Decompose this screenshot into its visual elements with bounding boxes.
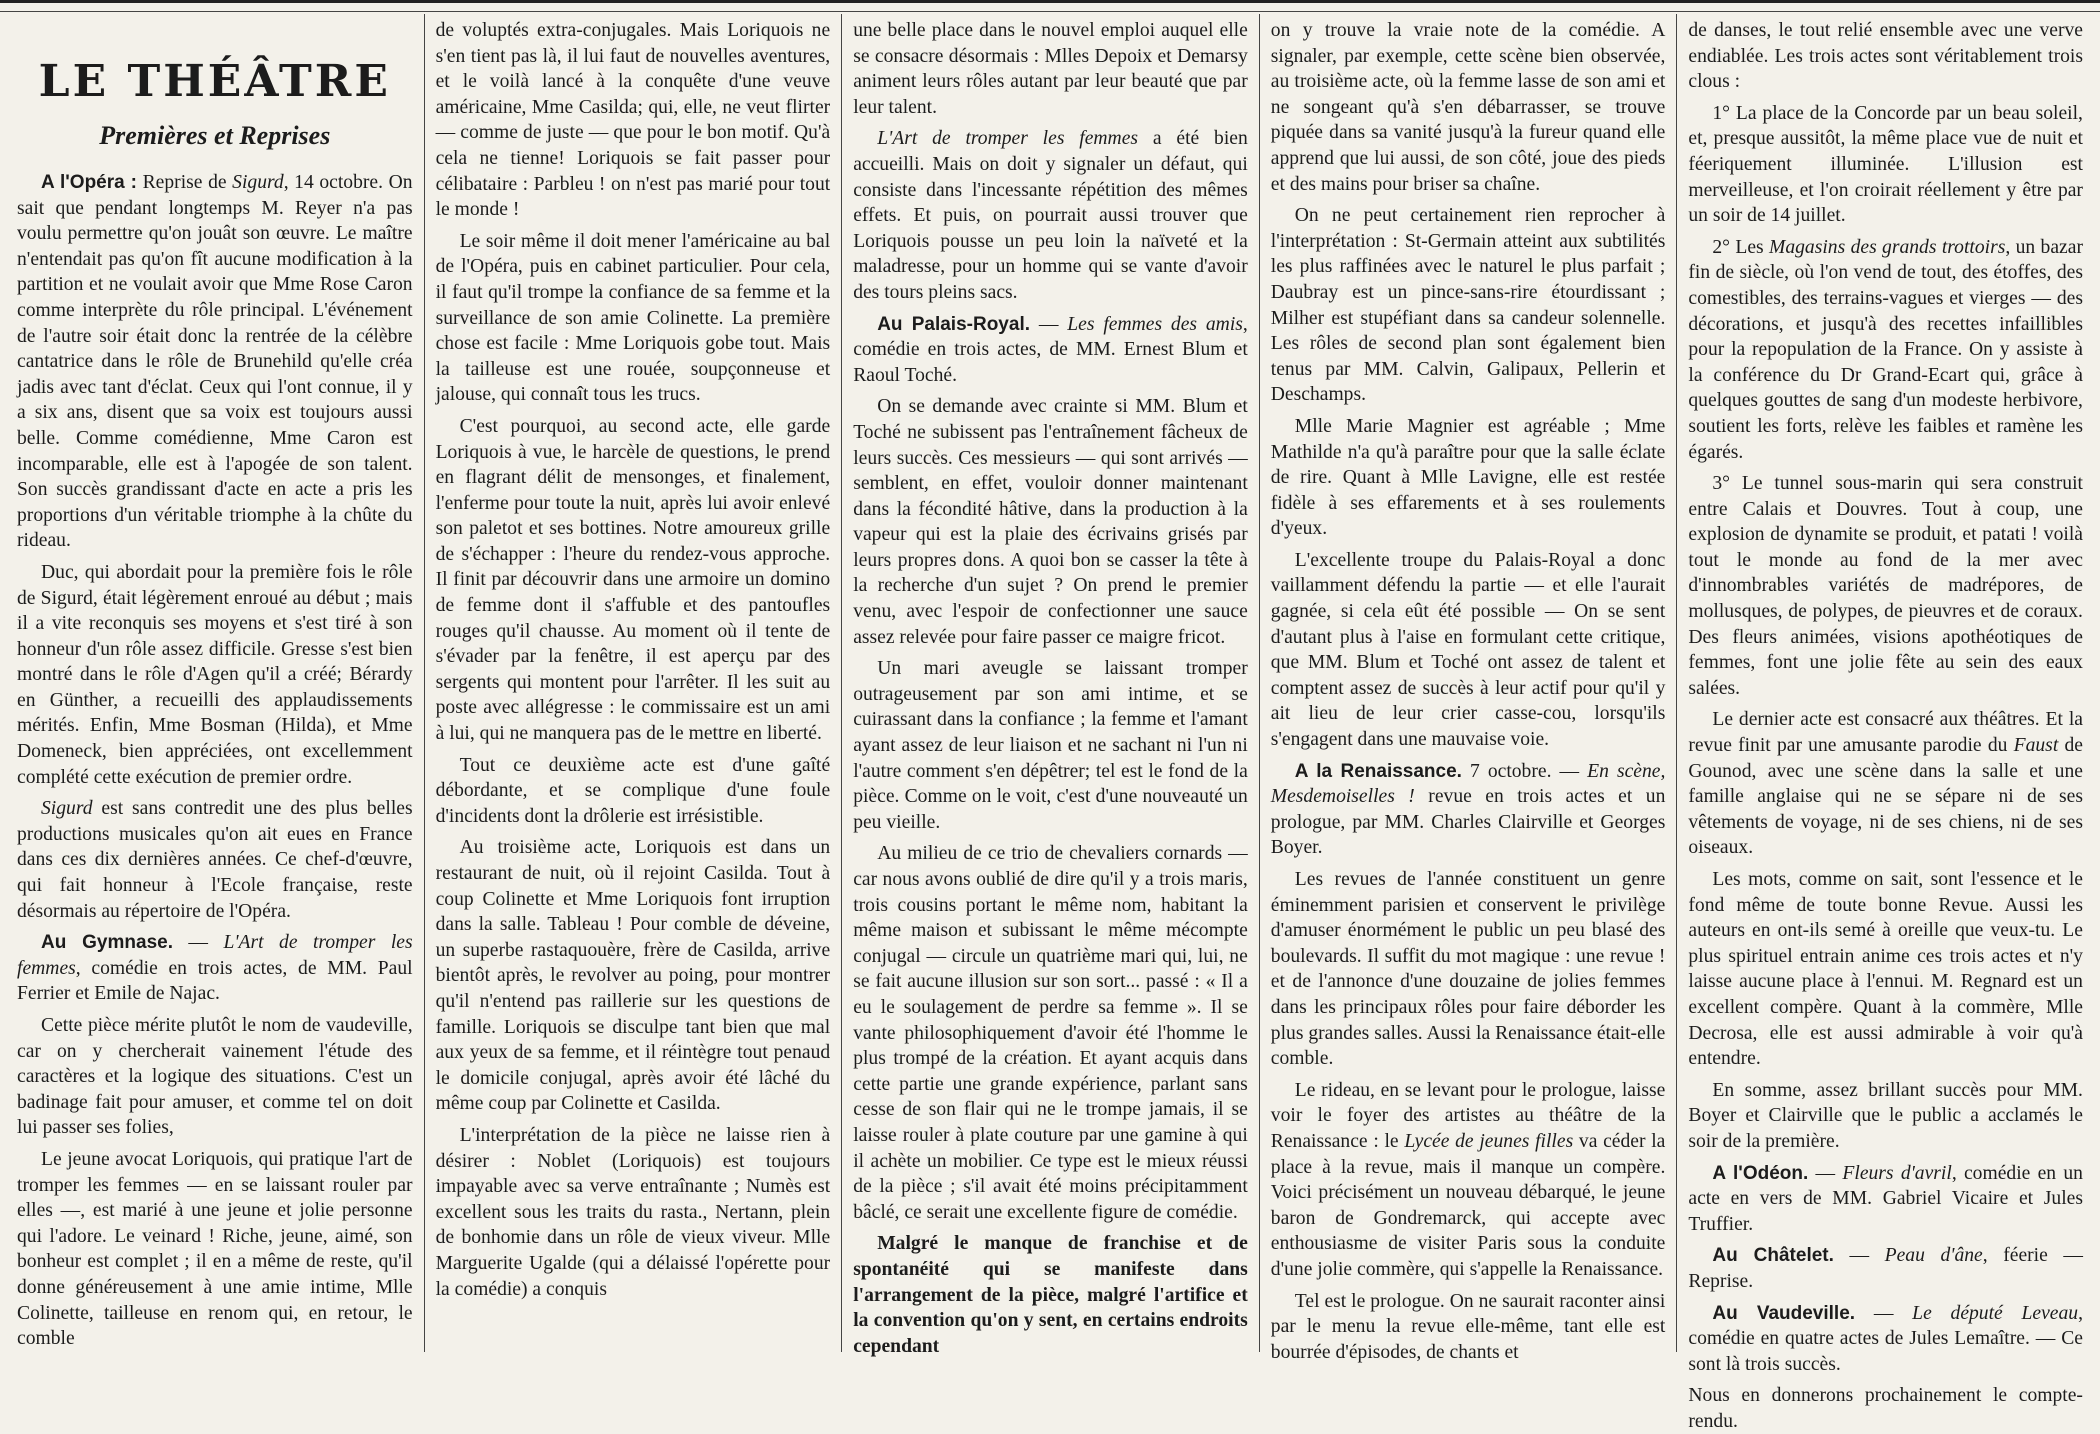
paragraph: Au milieu de ce trio de chevaliers cornards — car nous avons oublié de dire qu'il y a trois maris, trois cousins portant le même nom, habitant la même maison et subissant le même mécompte conjugal — circule un quatrième mari qui, lui, ne se fait aucune illusion sur son sort... passé : « Il a eu le soulagement de perdre sa femme ». Il se vante philosophiquement d'avoir été l'homme le plus trompé de la création. Et ayant acquis dans cette partie une grande expérience, parlant sans cesse de son flair qui ne le trompe jamais, il se laisse rouler à plate couture par une gamine à qui il achète un mobilier. Ce type est le mieux réussi de la pièce ; s'il avait été moins précipitamment bâclé, ce serait une excellente figure de comédie. <box>853 843 1248 1223</box>
paragraph: L'excellente troupe du Palais-Royal a donc vaillamment défendu la partie — et elle l'aurait gagnée, si cela eût été possible — On se sent d'autant plus à l'aise en formulant cette critique, que MM. Blum et Toché ont assez de talent et comptent assez de succès à leur actif pour qu'il y ait lieu de leur crier casse-cou, lorsqu'ils s'engagent dans une mauvaise voie. <box>1270 549 1666 751</box>
paragraph: une belle place dans le nouvel emploi auquel elle se consacre désormais : Mlles Depoix et Demarsy animent leurs rôles autant par leur beauté que par leur talent. <box>853 20 1248 118</box>
page-subtitle: Premières et Reprises <box>99 121 331 150</box>
paragraph: 2° Les Magasins des grands trottoirs, un bazar fin de siècle, où l'on vend de tout, des étoffes, des comestibles, des terrains-vagues et vierges — des décorations, et jusqu'à des recettes infaillibles pour la repopulation de la France. On y assiste à la conférence du Dr Grand-Ecart qui, grâce à quelques gouttes de sang d'un modeste herbivore, soutient les forts, relève les faibles et ramène les égarés. <box>1688 236 2083 463</box>
venue-heading: A l'Opéra : <box>41 172 138 193</box>
paragraph: Tout ce deuxième acte est d'une gaîté débordante, et se complique d'une foule d'incidents dont la drôlerie est irrésistible. <box>435 754 831 827</box>
venue-heading: Au Gymnase. <box>41 932 173 954</box>
paragraph: de danses, le tout relié ensemble avec une verve endiablée. Les trois actes sont véritablement trois clous : <box>1688 20 2083 93</box>
paragraph: En somme, assez brillant succès pour MM. Boyer et Clairville que le public a acclamés le soir de la première. <box>1688 1079 2083 1152</box>
work-title: Sigurd <box>232 172 284 193</box>
paragraph: On ne peut certainement rien reprocher à l'interprétation : St-Germain atteint aux subtilités les plus raffinées avec le naturel le plus parfait ; Daubray est un pince-sans-rire étourdissant ; Milher est stupéfiant dans sa candeur solennelle. Les rôles de second plan sont également bien tenus par MM. Calvin, Galipaux, Pellerin et Deschamps. <box>1270 205 1666 406</box>
paragraph: Au Gymnase. — L'Art de tromper les femmes, comédie en trois actes, de MM. Paul Ferrier et Emile de Najac. <box>17 932 413 1005</box>
paragraph: Mlle Marie Magnier est agréable ; Mme Mathilde n'a qu'à paraître pour que la salle éclate de rire. Quant à Mlle Lavigne, elle est restée fidèle à ses effarements et à ses roulements d'yeux. <box>1270 415 1666 540</box>
work-title: En scène, Mesdemoiselles ! <box>1270 760 1666 808</box>
paragraph: on y trouve la vraie note de la comédie. A signaler, par exemple, cette scène bien observée, au troisième acte, où la femme lasse de son ami et ne songeant qu'à s'en débarrasser, se trouve piquée dans sa vanité jusqu'à la fureur quand elle apprend que lui aussi, de son côté, joue des pieds et des mains pour briser sa chaîne. <box>1270 20 1666 195</box>
venue-heading: A l'Odéon. <box>1712 1162 1809 1184</box>
paragraph: 1° La place de la Concorde par un beau soleil, et, presque aussitôt, la même place vue de nuit et féeriquement illuminée. L'illusion est merveilleuse, et l'on croirait réellement y être par un soir de 14 juillet. <box>1688 102 2083 227</box>
work-title: L'Art de tromper les femmes <box>877 128 1139 150</box>
column-4 <box>1259 14 1677 1363</box>
newspaper-columns <box>6 14 2094 1432</box>
work-title: Les femmes des amis <box>1067 313 1243 335</box>
page-title: LE THÉÂTRE <box>38 56 391 107</box>
paragraph: A l'Opéra : Reprise de Sigurd, 14 octobre. On sait que pendant longtemps M. Reyer n'a pas voulu permettre qu'on jouât son œuvre. Le maître n'entendait pas qu'on fît aucune modification à la partition et ne voulait avoir que Mme Rose Caron comme interprète du rôle principal. L'événement de l'autre soir était donc la rentrée de la célèbre cantatrice dans le rôle de Brunehild qu'elle créa jadis avec tant d'éclat. Ceux qui l'ont connue, il y a six ans, disent que sa voix est toujours aussi belle. Comme comédienne, Mme Caron est incomparable, elle est à l'apogée de son talent. Son succès grandissant d'acte en acte a pris les proportions d'un véritable triomphe à la chûte du rideau. <box>17 172 413 552</box>
venue-heading: A la Renaissance. <box>1294 760 1462 782</box>
work-title: Faust <box>2013 735 2059 757</box>
paragraph: C'est pourquoi, au second acte, elle garde Loriquois à vue, le harcèle de questions, le prend en flagrant délit de mensonges, et finalement, l'enferme pour toute la nuit, après lui avoir enlevé son paletot et ses bottines. Notre amoureux grille de s'échapper : l'heure du rendez-vous approche. Il finit par découvrir dans une armoire un domino de femme dont il s'affuble et des pantoufles rouges qu'il chausse. Au moment où il tente de s'évader par la fenêtre, il est aperçu par des sergents qui montent pour l'arrêter. Il les suit au poste avec allégresse : le commissaire est un ami à lui, qui ne manquera pas de le mettre en liberté. <box>435 415 831 745</box>
paragraph: de voluptés extra-conjugales. Mais Loriquois ne s'en tient pas là, il lui faut de nouvelles aventures, et le voilà lancé à la conquête d'une veuve américaine, Mme Casilda; qui, elle, ne veut flirter — comme de juste — que pour le bon motif. Qu'à cela ne tienne! Loriquois se fait passer pour célibataire : Parbleu ! on n'est pas marié pour tout le monde ! <box>435 20 831 221</box>
paragraph: Les revues de l'année constituent un genre éminemment parisien et conservent le privilège d'amuser énormément le public un peu blasé des boulevards. Il suffit du mot magique : une revue ! et de l'annonce d'une douzaine de jolies femmes dans les principaux rôles pour faire déborder les plus grandes salles. Aussi la Renaissance était-elle comble. <box>1270 869 1666 1070</box>
venue-heading: Au Vaudeville. <box>1712 1302 1856 1324</box>
work-title: Peau d'âne <box>1884 1245 1983 1267</box>
paragraph: L'Art de tromper les femmes a été bien accueilli. Mais on doit y signaler un défaut, qui consiste dans l'incessante répétition des mêmes effets. Et puis, on pourrait aussi trouver que Loriquois pousse un peu loin la naïveté et la maladresse, pour un homme qui se vante d'avoir des tours pleins sacs. <box>853 128 1248 303</box>
paragraph: Duc, qui abordait pour la première fois le rôle de Sigurd, était légèrement enroué au début ; mais il a vite reconquis ses moyens et s'est tiré à son honneur d'un rôle assez difficile. Gresse s'est bien montré dans le rôle d'Agen qu'il a créé; Bérardy en Günther, a recueilli des applaudissements mérités. Enfin, Mme Bosman (Hilda), et Mme Domeneck, bien appréciées, ont excellemment complété cette exécution de premier ordre. <box>17 561 413 788</box>
work-title: Magasins des grands trottoirs <box>1769 236 2006 258</box>
work-title: Fleurs d'avril <box>1842 1162 1952 1184</box>
work-title: Sigurd <box>41 798 93 820</box>
column-1 <box>6 14 424 1352</box>
paragraph: Au Palais-Royal. — Les femmes des amis, comédie en trois actes, de MM. Ernest Blum et Raoul Toché. <box>853 313 1248 386</box>
venue-heading: Au Châtelet. <box>1712 1245 1834 1267</box>
column-3 <box>841 14 1259 1357</box>
paragraph: Nous en donnerons prochainement le compte-rendu. <box>1688 1385 2083 1432</box>
paragraph: Le soir même il doit mener l'américaine au bal de l'Opéra, puis en cabinet particulier. Pour cela, il faut qu'il trompe la confiance de sa femme et la surveillance de son amie Colinette. La première chose est facile : Mme Loriquois gobe tout. Mais la tailleuse est une rouée, soupçonneuse et jalouse, qui connaît tous les trucs. <box>435 230 831 406</box>
paragraph: Au Châtelet. — Peau d'âne, féerie — Reprise. <box>1688 1245 2083 1292</box>
paragraph: Tel est le prologue. On ne saurait raconter ainsi par le menu la revue elle-même, tant elle est bourrée d'épisodes, de chants et <box>1270 1290 1666 1363</box>
paragraph: Un mari aveugle se laissant tromper outrageusement par son ami intime, et se cuirassant dans la confiance ; la femme et l'amant ayant assez de leur liaison et ne sachant ni l'un ni l'autre comment s'en dépêtrer; tel est le fond de la pièce. Comme on le voit, c'est d'une nouveauté un peu vieille. <box>853 658 1248 833</box>
paragraph: A l'Odéon. — Fleurs d'avril, comédie en un acte en vers de MM. Gabriel Vicaire et Jules Truffier. <box>1688 1162 2083 1235</box>
paragraph: L'interprétation de la pièce ne laisse rien à désirer : Noblet (Loriquois) est toujours impayable avec sa verve entraînante ; Numès est excellent sous les traits du rasta., Nertann, plein de bonhomie dans un rôle de vieux viveur. Mlle Marguerite Ugalde (qui a délaissé l'opérette pour la comédie) a conquis <box>435 1124 831 1300</box>
paragraph: 3° Le tunnel sous-marin qui sera construit entre Calais et Douvres. Tout à coup, une explosion de dynamite se produit, et patati ! voilà tout le monde au fond de la mer avec d'innombrables variétés de madrépores, de mollusques, de polypes, de pieuvres et de coraux. Des fleurs animées, visions apothéotiques de femmes, font une jolie fête au sein des eaux salées. <box>1688 473 2083 699</box>
paragraph: Le jeune avocat Loriquois, qui pratique l'art de tromper les femmes — en se laissant rouler par elles —, est marié à une jeune et jolie personne qui l'adore. Le veinard ! Riche, jeune, aimé, son bonheur est complet ; il en a même de reste, qu'il donne généreusement à une amie intime, Mlle Colinette, tailleuse en renom qui, en retour, le comble <box>17 1148 413 1350</box>
top-rule <box>0 0 2100 12</box>
venue-heading: Au Palais-Royal. <box>877 313 1031 335</box>
paragraph: A la Renaissance. 7 octobre. — En scène, Mesdemoiselles ! revue en trois actes et un prologue, par MM. Charles Clairville et Georges Boyer. <box>1270 760 1666 859</box>
paragraph: Les mots, comme on sait, sont l'essence et le fond même de toute bonne Revue. Aussi les auteurs en ont-ils semé à oreille que veux-tu. Le plus spirituel entrain anime ces trois actes et n'y laisse aucune place à l'ennui. M. Regnard est un excellent compère. Quant à la commère, Mlle Decrosa, elle est aussi admirable à voir qu'à entendre. <box>1688 869 2083 1070</box>
work-title: Le député Leveau <box>1912 1302 2079 1324</box>
paragraph: Au troisième acte, Loriquois est dans un restaurant de nuit, où il rejoint Casilda. Tout à coup Colinette et Mme Loriquois font irruption dans la salle. Tableau ! Pour comble de déveine, un superbe rastaquouère, frère de Casilda, arrive bientôt après, le revolver au poing, pour montrer qu'il n'entend pas raillerie sur les questions de famille. Loriquois se disculpe tant bien que mal aux yeux de sa femme, et il réintègre tout penaud le domicile conjugal, après avoir été lâché du même coup par Colinette et Casilda. <box>435 837 831 1115</box>
work-title: L'Art de tromper les femmes <box>17 932 413 979</box>
column-2 <box>424 14 842 1352</box>
paragraph: Le dernier acte est consacré aux théâtres. Et la revue finit par une amusante parodie du Faust de Gounod, avec une scène dans la salle et une famille anglaise qui ne se sépare ni de ses vêtements de voyage, ni de ses chiens, ni de ses oiseaux. <box>1688 709 2083 859</box>
paragraph: Malgré le manque de franchise et de spontanéité qui se manifeste dans l'arrangement de la pièce, malgré l'artifice et la convention qu'on y sent, en certains endroits cependant <box>853 1233 1248 1357</box>
column-5 <box>1676 14 2094 1432</box>
paragraph: Cette pièce mérite plutôt le nom de vaudeville, car on y chercherait vainement l'étude des caractères et la logique des situations. C'est un badinage fait pour amuser, et comme tel on doit lui passer ses folies, <box>17 1015 413 1139</box>
paragraph: Le rideau, en se levant pour le prologue, laisse voir le foyer des artistes au théâtre de la Renaissance : le Lycée de jeunes filles va céder la place à la revue, mais il manque un compère. Voici précisément un nouveau débarqué, le jeune baron de Gondremarck, qui accepte avec enthousiasme de visiter Paris sous la conduite d'une jolie commère, qui s'appelle la Renaissance. <box>1270 1079 1666 1280</box>
paragraph: Sigurd est sans contredit une des plus belles productions musicales qu'on ait eues en France dans ces dix dernières années. Ce chef-d'œuvre, qui fait honneur à l'Ecole française, reste désormais au répertoire de l'Opéra. <box>17 798 413 922</box>
work-title: Lycée de jeunes filles <box>1404 1130 1574 1152</box>
paragraph: Au Vaudeville. — Le député Leveau, comédie en quatre actes de Jules Lemaître. — Ce sont là trois succès. <box>1688 1302 2083 1375</box>
paragraph: On se demande avec crainte si MM. Blum et Toché ne subissent pas l'entraînement fâcheux de leurs succès. Ces messieurs — qui sont arrivés — semblent, en effet, vouloir donner maintenant dans la fécondité hâtive, dans la production à la vapeur qui est la plaie des écrivains grisés par leurs propres dons. A quoi bon se casser la tête à la recherche d'un sujet ? On prend le premier venu, avec l'espoir de confectionner une sauce assez relevée pour faire passer ce maigre fricot. <box>853 396 1248 648</box>
